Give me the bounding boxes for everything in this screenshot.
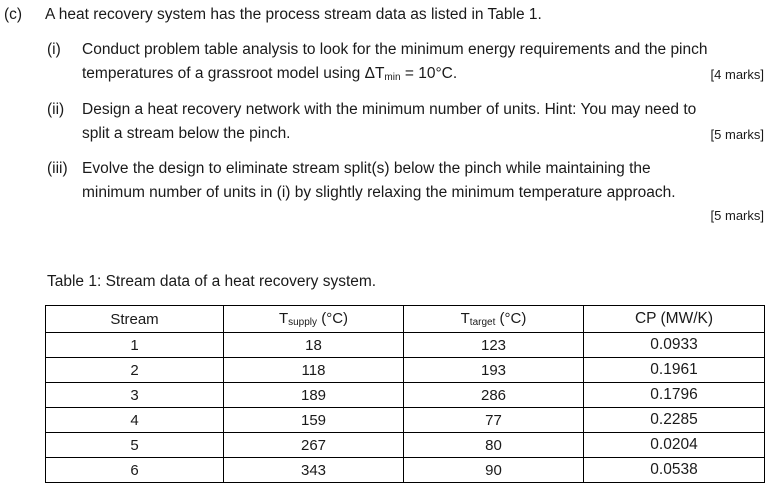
question-label: (c) (4, 6, 23, 23)
cell-cp: 0.0538 (584, 458, 765, 483)
cell-ttarget: 123 (404, 333, 584, 358)
cell-stream: 1 (46, 333, 224, 358)
cell-cp: 0.1796 (584, 383, 765, 408)
part-ii-marks: [5 marks] (710, 127, 764, 142)
cell-stream: 6 (46, 458, 224, 483)
cell-cp: 0.1961 (584, 358, 765, 383)
header-stream: Stream (46, 306, 224, 333)
header-cp: CP (MW/K) (584, 306, 765, 333)
cell-ttarget: 286 (404, 383, 584, 408)
table-row (46, 333, 765, 358)
part-iii-label: (iii) (47, 160, 68, 177)
table-row (46, 383, 765, 408)
cell-ttarget: 193 (404, 358, 584, 383)
part-iii-line2: minimum number of units in (i) by slightly relaxing the minimum temperature approach. (82, 184, 676, 201)
question-intro: A heat recovery system has the process stream data as listed in Table 1. (45, 6, 542, 23)
header-ttarget: $T_{target}$ (°C) (404, 306, 584, 333)
cell-ttarget: 90 (404, 458, 584, 483)
part-ii-line2: split a stream below the pinch. (82, 125, 291, 142)
cell-stream: 2 (46, 358, 224, 383)
part-iii-line1: Evolve the design to eliminate stream split(s) below the pinch while maintaining the (82, 160, 651, 177)
cell-stream: 3 (46, 383, 224, 408)
stream-data-table (45, 305, 765, 483)
table-row (46, 358, 765, 383)
table-row (46, 433, 765, 458)
cell-ttarget: 80 (404, 433, 584, 458)
cell-tsupply: 159 (224, 408, 404, 433)
part-i-label: (i) (47, 41, 61, 58)
cell-tsupply: 343 (224, 458, 404, 483)
part-ii-line1: Design a heat recovery network with the minimum number of units. Hint: You may need to (82, 101, 697, 118)
cell-tsupply: 18 (224, 333, 404, 358)
cell-tsupply: 118 (224, 358, 404, 383)
part-ii-label: (ii) (47, 101, 65, 118)
table-row (46, 408, 765, 433)
table-row (46, 458, 765, 483)
cell-tsupply: 267 (224, 433, 404, 458)
table-caption: Table 1: Stream data of a heat recovery system. (47, 273, 377, 290)
cell-cp: 0.0204 (584, 433, 765, 458)
cell-cp: 0.2285 (584, 408, 765, 433)
cell-stream: 5 (46, 433, 224, 458)
part-i-line1: Conduct problem table analysis to look for the minimum energy requirements and the pinch (82, 41, 708, 58)
cell-cp: 0.0933 (584, 333, 765, 358)
header-tsupply: $T_{supply}$ (°C) (224, 306, 404, 333)
part-iii-marks: [5 marks] (710, 208, 764, 223)
cell-tsupply: 189 (224, 383, 404, 408)
part-i-line2: temperatures of a grassroot model using $\Delta T_{min} = 10^\circ C$. (82, 65, 458, 83)
cell-ttarget: 77 (404, 408, 584, 433)
part-i-marks: [4 marks] (710, 67, 764, 82)
table-header-row (46, 306, 765, 333)
cell-stream: 4 (46, 408, 224, 433)
